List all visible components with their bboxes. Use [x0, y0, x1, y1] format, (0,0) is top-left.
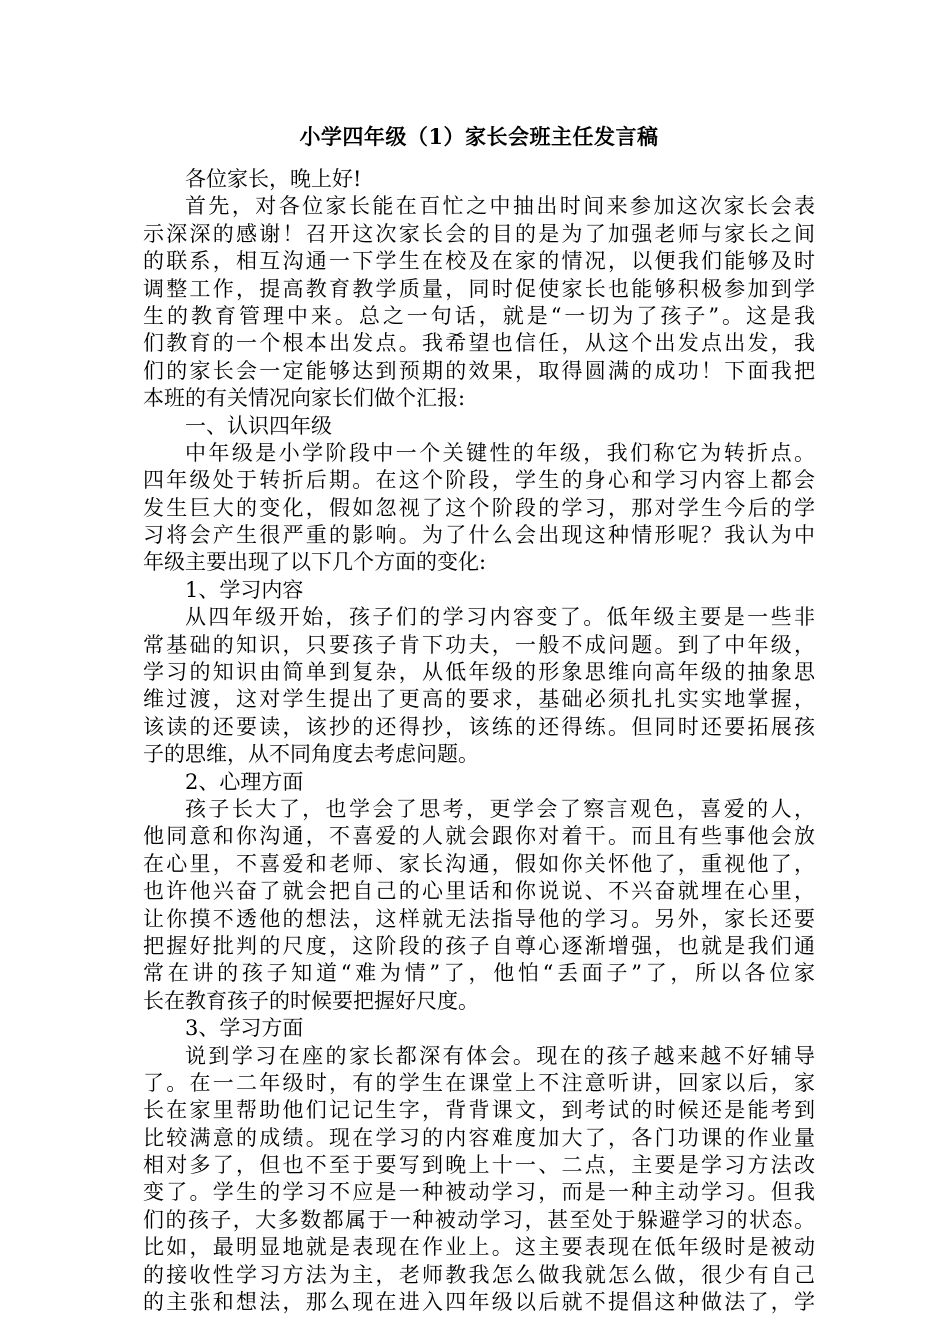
text-line: 1、学习内容 — [185, 577, 304, 602]
text-line: 中年级是小学阶段中一个关键性的年级，我们称它为转折点。 — [185, 440, 815, 465]
text-line: 说到学习在座的家长都深有体会。现在的孩子越来越不好辅导 — [185, 1043, 815, 1068]
text-line: 示深深的感谢！召开这次家长会的目的是为了加强老师与家长之间 — [143, 221, 815, 246]
text-line: 学习的知识由简单到复杂，从低年级的形象思维向高年级的抽象思 — [143, 660, 815, 685]
text-line: 常在讲的孩子知道“难为情”了，他怕“丢面子”了，所以各位家 — [143, 961, 815, 986]
document-title: 小学四年级（1）家长会班主任发言稿 — [299, 124, 659, 149]
document-body — [143, 166, 815, 1316]
text-line: 相对多了，但也不至于要写到晚上十一、二点，主要是学习方法改 — [143, 1153, 815, 1178]
text-line: 了。在一二年级时，有的学生在课堂上不注意听讲，回家以后，家 — [143, 1070, 815, 1095]
text-line: 比如，最明显地就是表现在作业上。这主要表现在低年级时是被动 — [143, 1235, 815, 1260]
text-line: 变了。学生的学习不应是一种被动学习，而是一种主动学习。但我 — [143, 1180, 815, 1205]
text-line: 的主张和想法，那么现在进入四年级以后就不提倡这种做法了，学 — [143, 1290, 815, 1315]
text-line: 在心里，不喜爱和老师、家长沟通，假如你关怀他了，重视他了， — [143, 851, 815, 876]
text-line: 让你摸不透他的想法，这样就无法指导他的学习。另外，家长还要 — [143, 906, 815, 931]
text-line: 子的思维，从不同角度去考虑问题。 — [143, 742, 479, 767]
text-line: 把握好批判的尺度，这阶段的孩子自尊心逐渐增强，也就是我们通 — [143, 933, 815, 958]
text-line: 他同意和你沟通，不喜爱的人就会跟你对着干。而且有些事他会放 — [143, 824, 815, 849]
text-line: 调整工作，提高教育教学质量，同时促使家长也能够积极参加到学 — [143, 276, 815, 301]
text-line: 维过渡，这对学生提出了更高的要求，基础必须扎扎实实地掌握， — [143, 687, 815, 712]
text-line: 从四年级开始，孩子们的学习内容变了。低年级主要是一些非 — [185, 605, 815, 630]
text-line: 生的教育管理中来。总之一句话，就是“一切为了孩子”。这是我 — [143, 303, 815, 328]
text-line: 们的家长会一定能够达到预期的效果，取得圆满的成功！下面我把 — [143, 358, 815, 383]
text-line: 比较满意的成绩。现在学习的内容难度加大了，各门功课的作业量 — [143, 1125, 815, 1150]
text-line: 长在教育孩子的时候要把握好尺度。 — [143, 988, 479, 1013]
text-line: 也许他兴奋了就会把自己的心里话和你说说、不兴奋就埋在心里， — [143, 879, 815, 904]
text-line: 该读的还要读，该抄的还得抄，该练的还得练。但同时还要拓展孩 — [143, 714, 815, 739]
text-line: 3、学习方面 — [185, 1016, 304, 1041]
text-line: 发生巨大的变化，假如忽视了这个阶段的学习，那对学生今后的学 — [143, 495, 815, 520]
text-line: 四年级处于转折后期。在这个阶段，学生的身心和学习内容上都会 — [143, 468, 815, 493]
text-line: 们的孩子，大多数都属于一种被动学习，甚至处于躲避学习的状态。 — [143, 1207, 815, 1232]
text-line: 首先，对各位家长能在百忙之中抽出时间来参加这次家长会表 — [185, 194, 815, 219]
text-line: 长在家里帮助他们记记生字，背背课文，到考试的时候还是能考到 — [143, 1098, 815, 1123]
text-line: 习将会产生很严重的影响。为了什么会出现这种情形呢？我认为中 — [143, 523, 815, 548]
text-line: 年级主要出现了以下几个方面的变化: — [143, 550, 487, 575]
text-line: 2、心理方面 — [185, 769, 304, 794]
text-line: 各位家长，晚上好! — [185, 167, 362, 191]
text-line: 本班的有关情况向家长们做个汇报: — [143, 386, 466, 411]
text-line: 的联系，相互沟通一下学生在校及在家的情况，以便我们能够及时 — [143, 249, 815, 274]
document-page — [143, 122, 815, 1316]
text-line: 孩子长大了，也学会了思考，更学会了察言观色，喜爱的人， — [185, 796, 815, 821]
text-line: 的接收性学习方法为主，老师教我怎么做我就怎么做，很少有自己 — [143, 1262, 815, 1287]
text-line: 常基础的知识，只要孩子肯下功夫，一般不成问题。到了中年级， — [143, 632, 815, 657]
text-line: 们教育的一个根本出发点。我希望也信任，从这个出发点出发，我 — [143, 331, 815, 356]
text-line: 一、认识四年级 — [185, 413, 332, 438]
